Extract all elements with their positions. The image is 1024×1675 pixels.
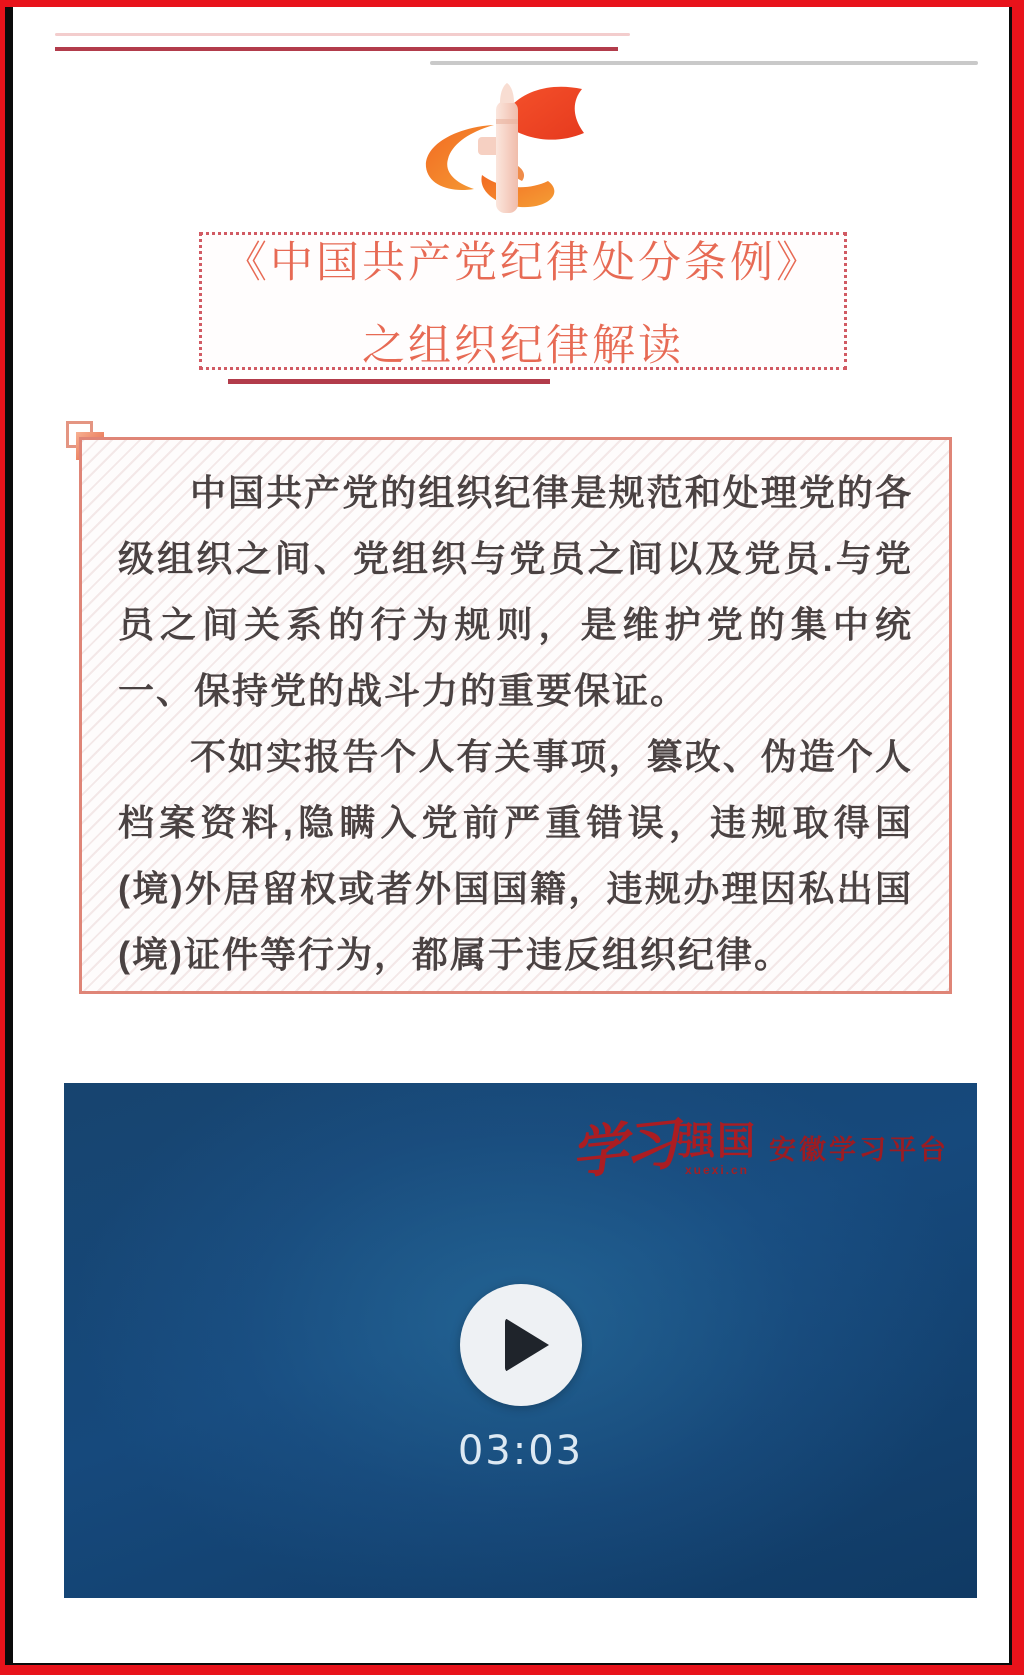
play-icon	[505, 1318, 549, 1372]
video-duration: 03:03	[457, 1428, 584, 1474]
article-card-wrap	[66, 421, 966, 1001]
article-title-line1: 《中国共产党纪律处分条例》	[224, 239, 822, 287]
decor-line-faint	[55, 33, 630, 36]
video-player[interactable]	[64, 1083, 977, 1598]
decor-line-gray	[430, 61, 978, 65]
title-box	[199, 232, 847, 370]
play-button[interactable]	[460, 1284, 582, 1406]
title-underline	[228, 379, 550, 384]
platform-label: 安徽学习平台	[769, 1135, 949, 1165]
xuexi-logo-strong: 强国	[676, 1121, 757, 1163]
xuexi-logo-url: xuexi.cn	[684, 1163, 749, 1177]
red-flag-svg	[416, 83, 596, 219]
xuexi-logo-block	[677, 1123, 757, 1177]
article-title-line2: 之组织纪律解读	[362, 322, 684, 370]
article-paragraph-1: 中国共产党的组织纪律是规范和处理党的各级组织之间、党组织与党员之间以及党员.与党员之间关系的行为规则，是维护党的集中统一、保持党的战斗力的重要保证。	[118, 472, 913, 711]
video-watermark	[567, 1111, 949, 1186]
article-card	[79, 437, 952, 994]
red-flag-icon	[416, 83, 596, 219]
article-paragraph-2: 不如实报告个人有关事项，篡改、伪造个人档案资料,隐瞒入党前严重错误，违规取得国(境)外居留权或者外国国籍，违规办理因私出国(境)证件等行为，都属于违反组织纪律。	[118, 736, 913, 975]
decor-line-crimson	[55, 47, 618, 51]
xuexi-logo-script: 学习	[567, 1111, 678, 1186]
article-page	[13, 7, 1009, 1663]
page-inner-shadow	[5, 7, 1012, 1665]
